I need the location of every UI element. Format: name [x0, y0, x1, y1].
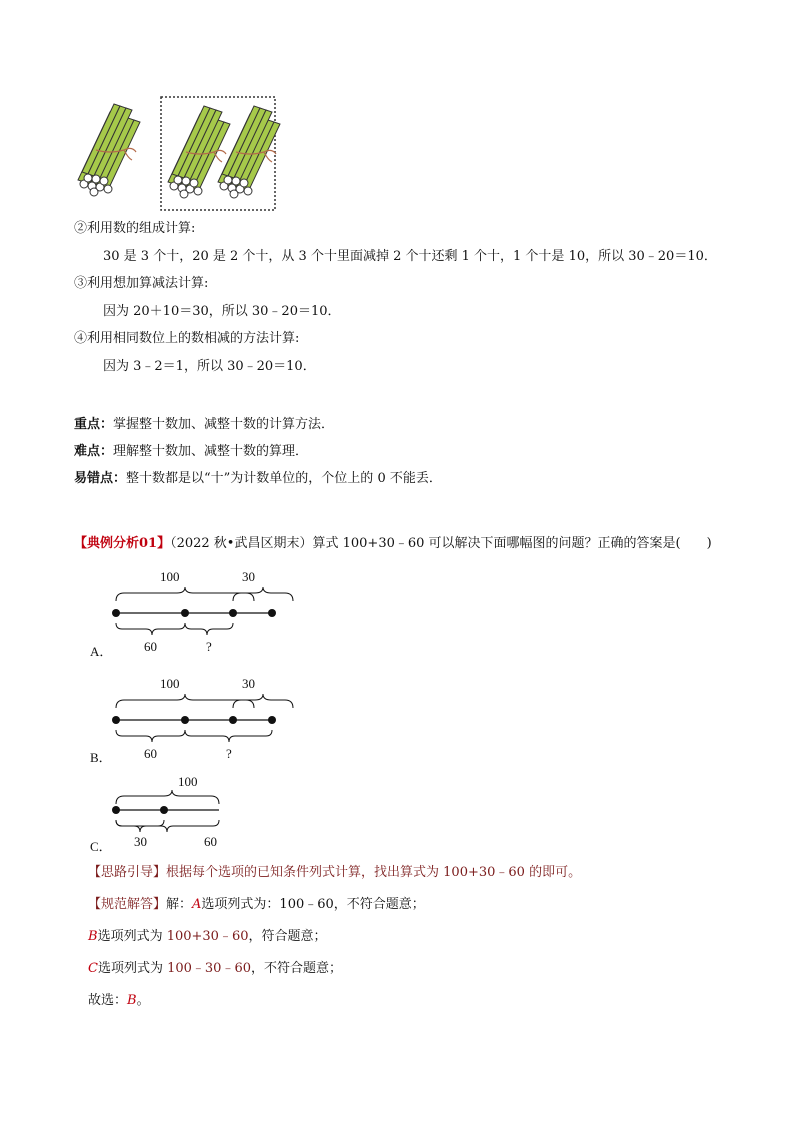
final-prefix: 故选：: [88, 993, 128, 1008]
option-c-bottom-60: 60: [204, 834, 217, 849]
option-c-diagram: [80, 770, 300, 860]
stick-bundles-illustration: [70, 92, 285, 217]
method-3-body: 因为 20＋10＝30，所以 30﹣20＝10．: [103, 304, 341, 319]
key-point-text: 掌握整十数加、减整十数的计算方法．: [113, 417, 335, 432]
option-b-letter: B．: [90, 750, 112, 765]
option-a-bottom-60: 60: [144, 639, 157, 654]
final-answer: [88, 992, 150, 1010]
option-b-bottom-brace-2: [185, 730, 272, 742]
option-c-dot: [160, 806, 168, 814]
answer-c-letter: C: [88, 961, 98, 976]
option-b-dot: [181, 716, 189, 724]
option-b-bottom-brace: [116, 730, 185, 742]
option-b-top-30: 30: [242, 676, 255, 691]
option-a-bottom-brace-2: [185, 623, 233, 635]
method-2-body: 30 是 3 个十，20 是 2 个十，从 3 个十里面减掉 2 个十还剩 1 个十，1 个十是 10，所以 30﹣20＝10．: [103, 249, 717, 264]
option-c-top-100: 100: [178, 774, 198, 789]
option-b-diagram: [80, 672, 300, 767]
final-suffix: 。: [136, 993, 150, 1008]
answer-tag: 【规范解答】: [88, 897, 167, 912]
error-point: [74, 470, 442, 488]
option-a-top-100: 100: [160, 569, 180, 584]
method-4-body: 因为 3﹣2＝1，所以 30﹣20＝10．: [103, 359, 316, 374]
final-letter: B: [127, 993, 137, 1008]
single-bundle: [78, 104, 140, 196]
answer-c-prefix: 选项列式为: [97, 961, 168, 976]
method-3-title: ③利用想加算减法计算:: [74, 276, 209, 291]
hint: [88, 864, 581, 882]
answer-c-suffix: ，不符合题意；: [251, 961, 343, 976]
example-tag: 【典例分析01】: [74, 536, 171, 551]
error-point-label: 易错点：: [74, 471, 127, 486]
difficult-point: [74, 443, 308, 461]
option-c-bottom-30: 30: [134, 834, 147, 849]
answer-a-letter: A: [192, 897, 202, 912]
option-a-letter: A．: [90, 644, 113, 659]
option-b-dot: [112, 716, 120, 724]
answer-a-text: 选项列式为：100﹣60，不符合题意；: [201, 897, 425, 912]
option-c-dot: [112, 806, 120, 814]
option-b-dot: [268, 716, 276, 724]
option-c-bottom-brace-2: [116, 820, 219, 832]
method-4-title: ④利用相同数位上的数相减的方法计算:: [74, 331, 300, 346]
option-a-bottom-brace: [116, 623, 185, 635]
option-a-top-brace-2: [233, 587, 293, 601]
option-a-dot: [181, 609, 189, 617]
option-a-top-30: 30: [242, 569, 255, 584]
option-b-dot: [229, 716, 237, 724]
answer-b-expr: 100+30﹣60: [166, 929, 249, 944]
option-b-bottom-60: 60: [144, 746, 157, 761]
option-a-dot: [268, 609, 276, 617]
method-2-title: ②利用数的组成计算:: [74, 221, 196, 236]
difficult-point-label: 难点：: [74, 444, 114, 459]
option-a-bottom-unknown: ?: [206, 639, 212, 654]
key-point: [74, 416, 334, 434]
key-point-label: 重点：: [74, 417, 114, 432]
answer-c: [88, 960, 342, 978]
answer-prefix: 解：: [166, 897, 193, 912]
answer-c-expr: 100﹣30﹣60: [167, 961, 251, 976]
option-c-top-brace: [116, 790, 219, 804]
option-b-top-brace-2: [233, 694, 293, 708]
answer-b-prefix: 选项列式为: [97, 929, 167, 944]
hint-text: 根据每个选项的已知条件列式计算，找出算式为 100+30﹣60 的即可。: [166, 865, 582, 880]
option-b-bottom-unknown: ?: [226, 746, 232, 761]
error-point-text: 整十数都是以“十”为计数单位的，个位上的 0 不能丢．: [126, 471, 442, 486]
example-question: [74, 535, 712, 553]
option-a-dot: [229, 609, 237, 617]
example-question-text: （2022 秋•武昌区期末）算式 100+30﹣60 可以解决下面哪幅图的问题？正确的答案是( ): [170, 536, 712, 551]
option-a-diagram: [80, 565, 300, 660]
option-c-letter: C．: [90, 839, 112, 854]
answer-b-letter: B: [88, 929, 98, 944]
option-a-dot: [112, 609, 120, 617]
hint-tag: 【思路引导】: [88, 865, 167, 880]
option-b-top-100: 100: [160, 676, 180, 691]
answer-b-suffix: ，符合题意；: [248, 929, 327, 944]
difficult-point-text: 理解整十数加、减整十数的算理．: [113, 444, 309, 459]
boxed-bundle-2: [218, 106, 280, 198]
answer-b: [88, 928, 327, 946]
answer-a: [88, 896, 425, 914]
